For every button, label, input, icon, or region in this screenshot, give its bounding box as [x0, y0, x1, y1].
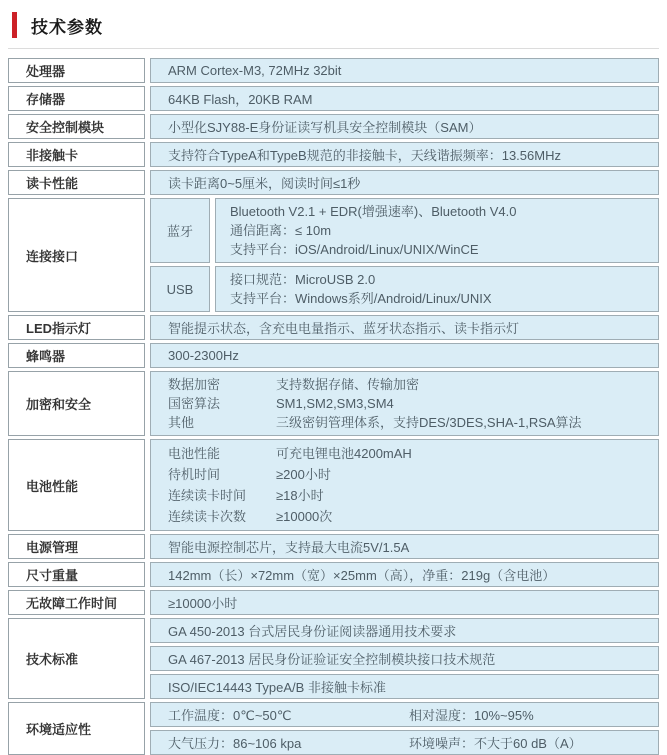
pair-key: 连续读卡时间 — [168, 488, 247, 503]
pair-value: ≥18小时 — [276, 488, 324, 503]
pair-value: ≥10000次 — [276, 509, 333, 524]
spec-value-cell: 64KB Flash，20KB RAM — [150, 86, 659, 111]
table-row-simple — [8, 315, 659, 340]
row-label-cell: 处理器 — [8, 58, 145, 83]
page-title: 技术参数 — [31, 17, 103, 37]
row-content — [150, 315, 659, 340]
spec-line: 支持平台：iOS/Android/Linux/UNIX/WinCE — [230, 242, 479, 257]
spec-value-cell: ARM Cortex-M3, 72MHz 32bit — [150, 58, 659, 83]
spec-pair-line — [168, 413, 650, 432]
row-content — [150, 702, 659, 755]
pair-key: 连续读卡次数 — [168, 509, 247, 524]
table-row-simple — [8, 343, 659, 368]
group-value-cell — [215, 266, 659, 312]
table-row-simple — [8, 534, 659, 559]
spec-line: 接口规范：MicroUSB 2.0 — [230, 272, 376, 287]
row-label-cell: 非接触卡 — [8, 142, 145, 167]
table-row-simple — [8, 142, 659, 167]
table-row-simple — [8, 58, 659, 83]
row-label-cell: 连接接口 — [8, 198, 145, 312]
group-label-cell: USB — [150, 266, 210, 312]
standard-item-cell: GA 450-2013 台式居民身份证阅读器通用技术要求 — [150, 618, 659, 643]
row-label-cell: 无故障工作时间 — [8, 590, 145, 615]
dual-value-cell — [150, 730, 659, 755]
spec-pair-line — [168, 506, 650, 527]
spec-value-cell: 智能电源控制芯片，支持最大电流5V/1.5A — [150, 534, 659, 559]
row-label-cell: 环境适应性 — [8, 702, 145, 755]
spec-value-cell: 支持符合TypeA和TypeB规范的非接触卡，天线谐振频率：13.56MHz — [150, 142, 659, 167]
row-label-cell: 存储器 — [8, 86, 145, 111]
table-row-groups — [8, 198, 659, 312]
pair-value: 三级密钥管理体系，支持DES/3DES,SHA-1,RSA算法 — [276, 415, 582, 430]
interface-group-row — [150, 266, 659, 312]
table-row-simple — [8, 86, 659, 111]
pair-key: 待机时间 — [168, 467, 221, 482]
pairs-cell — [150, 439, 659, 531]
row-content — [150, 590, 659, 615]
spec-value-cell: 小型化SJY88-E身份证读写机具安全控制模块（SAM） — [150, 114, 659, 139]
standard-item-cell: GA 467-2013 居民身份证验证安全控制模块接口技术规范 — [150, 646, 659, 671]
pair-value: SM1,SM2,SM3,SM4 — [276, 396, 394, 411]
row-label-cell: 技术标准 — [8, 618, 145, 699]
row-label-cell: 电源管理 — [8, 534, 145, 559]
row-content — [150, 142, 659, 167]
table-row-simple — [8, 562, 659, 587]
pair-key: 其他 — [168, 415, 195, 430]
dual-right-text: 相对湿度：10%~95% — [409, 708, 534, 723]
spec-pair-line — [168, 485, 650, 506]
spec-pair-line — [168, 443, 650, 464]
row-label-cell: 蜂鸣器 — [8, 343, 145, 368]
dual-value-cell — [150, 702, 659, 727]
standard-item-cell: ISO/IEC14443 TypeA/B 非接触卡标准 — [150, 674, 659, 699]
row-content — [150, 371, 659, 436]
row-content — [150, 58, 659, 83]
pair-key: 电池性能 — [168, 446, 221, 461]
row-label-cell: 读卡性能 — [8, 170, 145, 195]
row-label-cell: 电池性能 — [8, 439, 145, 531]
row-content — [150, 343, 659, 368]
pair-value: 支持数据存储、传输加密 — [276, 377, 420, 392]
row-label-cell: 尺寸重量 — [8, 562, 145, 587]
row-content — [150, 170, 659, 195]
spec-line: Bluetooth V2.1 + EDR(增强速率)、Bluetooth V4.0 — [230, 204, 517, 219]
table-row-pairs — [8, 439, 659, 531]
group-value-cell — [215, 198, 659, 263]
row-content — [150, 618, 659, 699]
row-content — [150, 534, 659, 559]
pair-value: 可充电锂电池4200mAH — [276, 446, 412, 461]
row-label-cell: 加密和安全 — [8, 371, 145, 436]
table-row-simple — [8, 170, 659, 195]
table-row-simple — [8, 114, 659, 139]
row-content — [150, 198, 659, 312]
spec-line: 通信距离：≤ 10m — [230, 223, 332, 238]
dual-left-text: 工作温度：0℃~50℃ — [168, 708, 292, 723]
table-row-pairs — [8, 371, 659, 436]
spec-table — [8, 58, 659, 755]
spec-pair-line — [168, 375, 650, 394]
table-row-stack — [8, 618, 659, 699]
spec-value-cell: 300-2300Hz — [150, 343, 659, 368]
spec-pair-line — [168, 394, 650, 413]
row-content — [150, 562, 659, 587]
spec-value-cell: ≥10000小时 — [150, 590, 659, 615]
spec-value-cell: 智能提示状态，含充电电量指示、蓝牙状态指示、读卡指示灯 — [150, 315, 659, 340]
dual-left-text: 大气压力：86~106 kpa — [168, 736, 302, 751]
table-row-dual — [8, 702, 659, 755]
pair-value: ≥200小时 — [276, 467, 331, 482]
table-row-simple — [8, 590, 659, 615]
title-accent-bar — [12, 12, 17, 38]
pair-key: 国密算法 — [168, 396, 221, 411]
group-label-cell: 蓝牙 — [150, 198, 210, 263]
spec-value-cell: 142mm（长）×72mm（宽）×25mm（高），净重：219g（含电池） — [150, 562, 659, 587]
row-content — [150, 439, 659, 531]
row-label-cell: LED指示灯 — [8, 315, 145, 340]
pairs-cell — [150, 371, 659, 436]
spec-pair-line — [168, 464, 650, 485]
spec-line: 支持平台：Windows系列/Android/Linux/UNIX — [230, 291, 492, 306]
row-label-cell: 安全控制模块 — [8, 114, 145, 139]
dual-right-text: 环境噪声：不大于60 dB（A） — [409, 736, 582, 751]
page-header — [8, 8, 659, 49]
row-content — [150, 86, 659, 111]
pair-key: 数据加密 — [168, 377, 221, 392]
interface-group-row — [150, 198, 659, 263]
row-content — [150, 114, 659, 139]
spec-value-cell: 读卡距离0~5厘米，阅读时间≤1秒 — [150, 170, 659, 195]
